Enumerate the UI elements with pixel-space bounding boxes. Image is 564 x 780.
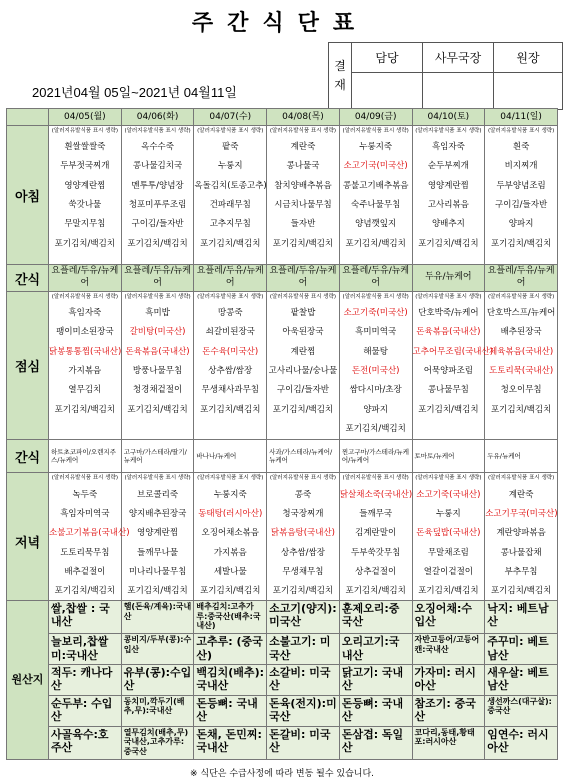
dinner-day-cell — [194, 473, 267, 610]
approval-sign-director — [494, 73, 563, 110]
menu-item: 영양계란찜 — [64, 180, 106, 191]
allergy-note: (알러지유발식품 표시 생략) — [197, 294, 264, 300]
day-header: 04/11(일) — [485, 109, 558, 126]
menu-item: 콩불고기배추볶음 — [342, 180, 409, 191]
menu-item: 단호박죽/뉴케어 — [418, 308, 479, 319]
menu-item: 흰쌀쌀쌀죽 — [64, 142, 106, 153]
origin-item: 돈육(전지):미국산 — [267, 695, 340, 726]
menu-item: 소고기무국(미국산) — [485, 508, 558, 519]
breakfast-label: 아침 — [7, 126, 49, 265]
breakfast-row — [7, 126, 558, 265]
menu-item: 고사리볶음 — [427, 200, 469, 211]
menu-item: 해물탕 — [363, 346, 388, 357]
menu-item: 열갈이겉절이 — [423, 566, 473, 577]
menu-item: 열무김치 — [68, 385, 102, 396]
origin-item: 생선까스(대구살):중국산 — [485, 695, 558, 726]
menu-item: 팥죽 — [222, 142, 239, 153]
origin-item: 코다리,동태,황태포:러시아산 — [412, 726, 485, 759]
snack2-item: 토마토/뉴케어 — [412, 440, 485, 473]
allergy-note: (알러지유발식품 표시 생략) — [51, 294, 118, 300]
menu-item: 어묵양파조림 — [423, 366, 473, 377]
snack2-label: 간식 — [7, 440, 49, 473]
menu-item: 포기김치/백김치 — [127, 404, 188, 415]
menu-item: 순두부찌개 — [427, 161, 469, 172]
origin-item: 새우살: 베트남산 — [485, 665, 558, 696]
menu-item: 콩나물국 — [286, 161, 320, 172]
origin-item: 돈채, 돈민찌:국내산 — [194, 726, 267, 759]
origin-table — [6, 600, 558, 760]
menu-item: 들깨무나물 — [137, 547, 179, 558]
menu-item: 고추어무조림(국내산) — [412, 346, 494, 357]
origin-row — [7, 634, 558, 665]
day-header: 04/08(목) — [267, 109, 340, 126]
menu-item: 구이김/들자반 — [131, 219, 184, 230]
menu-item: 흑미밥 — [145, 308, 170, 319]
day-header: 04/09(금) — [339, 109, 412, 126]
breakfast-day-cell — [121, 126, 194, 265]
snack1-item: 요플레/두유/뉴케어 — [49, 265, 122, 292]
menu-item: 계란양파볶음 — [496, 528, 546, 539]
snack2-row — [7, 440, 558, 473]
menu-item: 포기김치/백김치 — [345, 238, 406, 249]
dinner-day-cell — [49, 473, 130, 610]
menu-item: 포기김치/백김치 — [272, 404, 334, 415]
day-header: 04/05(월) — [49, 109, 122, 126]
dinner-day-cell — [267, 473, 340, 610]
menu-item: 돈수육(미국산) — [202, 346, 259, 357]
snack2-item: 두유/뉴케어 — [485, 440, 558, 473]
menu-item: 무생채사과무침 — [201, 385, 259, 396]
menu-item: 김계란말이 — [355, 528, 397, 539]
menu-item: 배추된장국 — [500, 327, 542, 338]
menu-item: 소고기죽(미국산) — [343, 308, 408, 319]
menu-item: 포기김치/백김치 — [54, 404, 116, 415]
origin-item: 소갈비: 미국산 — [267, 665, 340, 696]
lunch-day-cell — [267, 292, 340, 440]
menu-item: 포기김치/백김치 — [418, 404, 479, 415]
approval-sign-staff — [352, 73, 423, 110]
lunch-day-cell — [485, 292, 558, 440]
menu-item: 포기김치/백김치 — [490, 404, 552, 415]
menu-item: 돈육덮밥(국내산) — [416, 528, 481, 539]
menu-item: 포기김치/백김치 — [272, 238, 334, 249]
menu-item: 포기김치/백김치 — [200, 404, 261, 415]
menu-item: 포기김치/백김치 — [54, 238, 116, 249]
menu-item: 가지볶음 — [213, 547, 247, 558]
menu-item: 구이김/들자반 — [495, 200, 548, 211]
menu-item: 양파지 — [508, 219, 534, 230]
breakfast-day-cell — [485, 126, 558, 265]
menu-item: 계란찜 — [290, 346, 316, 357]
approval-label: 결재 — [329, 43, 352, 110]
menu-item: 청경채겉절이 — [132, 385, 183, 396]
allergy-note: (알러지유발식품 표시 생략) — [51, 128, 118, 134]
menu-item: 두부양념조림 — [496, 180, 546, 191]
menu-item: 닭볶음탕(국내산) — [270, 528, 336, 539]
allergy-note: (알러지유발식품 표시 생략) — [197, 128, 264, 134]
allergy-note: (알러지유발식품 표시 생략) — [124, 128, 191, 134]
breakfast-day-cell — [267, 126, 340, 265]
origin-item: 동치미,깍두기(배추,무):국내산 — [121, 695, 194, 726]
menu-item: 누룽지 — [217, 161, 243, 172]
menu-item: 영양계란찜 — [427, 180, 469, 191]
menu-item: 계란죽 — [508, 489, 534, 500]
origin-row — [7, 665, 558, 696]
menu-item: 멘투투/양념장 — [131, 180, 184, 191]
menu-item: 동태탕(러시아산) — [198, 508, 263, 519]
menu-item: 양념깻잎지 — [355, 219, 397, 230]
allergy-note: (알러지유발식품 표시 생략) — [415, 128, 482, 134]
menu-item: 시금치나물무침 — [274, 200, 332, 211]
menu-item: 상추쌈/쌈장 — [208, 366, 253, 377]
breakfast-day-cell — [412, 126, 485, 265]
day-header: 04/06(화) — [121, 109, 194, 126]
menu-item: 쑥갓나물 — [68, 200, 102, 211]
menu-item: 누룽지죽 — [359, 142, 393, 153]
menu-item: 포기김치/백김치 — [200, 586, 261, 597]
menu-item: 콩나물잡채 — [500, 547, 542, 558]
origin-row — [7, 695, 558, 726]
lunch-label: 점심 — [7, 292, 49, 440]
menu-item: 양배추지 — [431, 219, 465, 230]
menu-item: 포기김치/백김치 — [490, 586, 552, 597]
day-header: 04/10(토) — [412, 109, 485, 126]
header-corner — [7, 109, 49, 126]
origin-item: 사골육수:호주산 — [49, 726, 122, 759]
breakfast-day-cell — [49, 126, 122, 265]
origin-item: 햄(돈육/계육):국내산 — [121, 601, 194, 634]
menu-item: 제육볶음(국내산) — [489, 346, 554, 357]
allergy-note: (알러지유발식품 표시 생략) — [342, 475, 409, 482]
menu-item: 구이김/들자반 — [276, 385, 330, 396]
menu-item: 들자반 — [290, 219, 316, 230]
dinner-label: 저녁 — [7, 473, 49, 610]
dinner-day-cell — [339, 473, 412, 610]
menu-item: 누룽지 — [436, 508, 461, 519]
snack1-item: 요플레/두유/뉴케어 — [339, 265, 412, 292]
menu-item: 상추쌈/쌈장 — [281, 547, 325, 558]
menu-item: 무말지무침 — [64, 219, 106, 230]
menu-item: 방풍나물무침 — [132, 366, 183, 377]
footnote: ※ 식단은 수급사정에 따라 변동 될수 있습니다. — [189, 769, 375, 779]
approval-role-manager: 사무국장 — [423, 43, 494, 73]
menu-item: 미나리나물무침 — [128, 566, 187, 577]
menu-item: 흑임자미역국 — [60, 508, 110, 519]
origin-item: 닭고기: 국내산 — [339, 665, 412, 696]
lunch-day-cell — [49, 292, 122, 440]
allergy-note: (알러지유발식품 표시 생략) — [342, 294, 409, 300]
lunch-day-cell — [194, 292, 267, 440]
menu-item: 소고기죽(국내산) — [416, 489, 481, 500]
menu-item: 상추겉절이 — [355, 566, 397, 577]
lunch-row — [7, 292, 558, 440]
menu-item: 포기김치/백김치 — [490, 238, 552, 249]
menu-item: 포기김치/백김치 — [127, 238, 188, 249]
origin-item: 훈제오리:중국산 — [339, 601, 412, 634]
lunch-day-cell — [121, 292, 194, 440]
allergy-note: (알러지유발식품 표시 생략) — [124, 294, 191, 300]
menu-item: 돈전(미국산) — [351, 366, 400, 377]
menu-item: 양지배추된장국 — [128, 508, 187, 519]
allergy-note: (알러지유발식품 표시 생략) — [269, 475, 337, 482]
menu-item: 고추지무침 — [209, 219, 251, 230]
allergy-note: (알러지유발식품 표시 생략) — [415, 294, 482, 300]
menu-item: 계란죽 — [290, 142, 316, 153]
menu-item: 참치양배추볶음 — [274, 180, 332, 191]
origin-item: 백김치(배추):국내산 — [194, 665, 267, 696]
origin-item: 적두: 캐나다산 — [49, 665, 122, 696]
snack1-item: 두유/뉴케어 — [412, 265, 485, 292]
menu-item: 콩죽 — [294, 489, 312, 500]
menu-item: 가지볶음 — [68, 366, 102, 377]
menu-item: 돈육볶음(국내산) — [416, 327, 481, 338]
breakfast-day-cell — [194, 126, 267, 265]
menu-item: 포기김치/백김치 — [200, 238, 261, 249]
page-title: 주간식단표 — [191, 11, 369, 36]
dinner-row — [7, 473, 558, 610]
lunch-day-cell — [412, 292, 494, 440]
snack1-item: 요플레/두유/뉴케어 — [267, 265, 340, 292]
dinner-day-cell — [485, 473, 558, 610]
snack2-item: 사과/가스테라/뉴케어/뉴케어 — [267, 440, 340, 473]
menu-item: 팽이미소된장국 — [56, 327, 114, 338]
menu-item: 세발나물 — [213, 566, 247, 577]
snack2-item: 고구마/가스테라/딸기/뉴케어 — [121, 440, 194, 473]
menu-item: 갈비탕(미국산) — [129, 327, 186, 338]
snack1-item: 요플레/두유/뉴케어 — [485, 265, 558, 292]
allergy-note: (알러지유발식품 표시 생략) — [487, 294, 555, 300]
allergy-note: (알러지유발식품 표시 생략) — [51, 475, 118, 482]
menu-item: 흑미미역국 — [355, 327, 397, 338]
origin-item: 오징어채:수입산 — [412, 601, 485, 634]
snack2-item: 하트초코파이/오렌지주스/뉴케어 — [49, 440, 122, 473]
menu-item: 무말채조림 — [427, 547, 469, 558]
allergy-note: (알러지유발식품 표시 생략) — [197, 475, 264, 482]
menu-item: 아욱된장국 — [282, 327, 324, 338]
menu-item: 건파래무침 — [209, 200, 251, 211]
origin-item: 돈등뼈: 국내산 — [339, 695, 412, 726]
origin-item: 돈갈비: 미국산 — [267, 726, 340, 759]
menu-item: 포기김치/백김치 — [127, 586, 188, 597]
origin-row — [7, 726, 558, 759]
allergy-note: (알러지유발식품 표시 생략) — [269, 294, 337, 300]
menu-item: 배추겉절이 — [64, 566, 106, 577]
lunch-day-cell — [339, 292, 412, 440]
menu-period: 2021년04월 05일~2021년 04월11일 — [32, 85, 237, 100]
approval-role-staff: 담당 — [352, 43, 423, 73]
menu-item: 포기김치/백김치 — [418, 238, 479, 249]
menu-item: 닭살채소죽(국내산) — [339, 489, 413, 500]
menu-item: 소고기국(미국산) — [343, 161, 408, 172]
snack1-item: 요플레/두유/뉴케어 — [194, 265, 267, 292]
dinner-day-cell — [121, 473, 194, 610]
menu-item: 들깨무국 — [359, 508, 393, 519]
snack2-item: 바나나/뉴케어 — [194, 440, 267, 473]
approval-role-director: 원장 — [494, 43, 563, 73]
origin-item: 열무김치(배추,무)국내산,고추가루:중국산 — [121, 726, 194, 759]
menu-item: 옥돌김치(토종고추) — [194, 180, 267, 191]
menu-item: 흰죽 — [512, 142, 530, 153]
origin-item: 낙지: 베트남산 — [485, 601, 558, 634]
menu-item: 부추무침 — [504, 566, 538, 577]
menu-item: 청포미푸루조림 — [128, 200, 187, 211]
menu-item: 두부젓국찌개 — [60, 161, 110, 172]
origin-row — [7, 601, 558, 634]
breakfast-day-cell — [339, 126, 412, 265]
origin-item: 참조기: 중국산 — [412, 695, 485, 726]
allergy-note: (알러지유발식품 표시 생략) — [342, 128, 409, 134]
allergy-note: (알러지유발식품 표시 생략) — [487, 128, 555, 134]
menu-item: 포기김치/백김치 — [345, 424, 406, 435]
menu-item: 오징어채소볶음 — [201, 528, 259, 539]
menu-item: 콩나물무침 — [427, 385, 469, 396]
menu-item: 옥수수죽 — [141, 142, 174, 153]
menu-item: 포기김치/백김치 — [345, 586, 406, 597]
menu-item: 소불고기볶음(국내산) — [49, 528, 130, 539]
allergy-note: (알러지유발식품 표시 생략) — [487, 475, 555, 482]
menu-item: 돈육볶음(국내산) — [125, 346, 190, 357]
day-header: 04/07(수) — [194, 109, 267, 126]
origin-item: 배추김치:고추가루:중국산(배추:국내산) — [194, 601, 267, 634]
snack2-item: 찐고구마/가스테라/뉴케어/뉴케어 — [339, 440, 412, 473]
origin-item: 임연수: 러시아산 — [485, 726, 558, 759]
dinner-day-cell — [412, 473, 485, 610]
origin-item: 돈등뼈: 국내산 — [194, 695, 267, 726]
origin-item: 순두부: 수입산 — [49, 695, 122, 726]
allergy-note: (알러지유발식품 표시 생략) — [269, 128, 337, 134]
menu-item: 흑임자죽 — [431, 142, 465, 153]
menu-item: 영양계란찜 — [137, 528, 179, 539]
menu-item: 포기김치/백김치 — [418, 586, 479, 597]
origin-item: 소불고기: 미국산 — [267, 634, 340, 665]
origin-item: 가자미: 러시아산 — [412, 665, 485, 696]
weekly-menu-table — [6, 108, 558, 610]
origin-item: 소고기(양지):미국산 — [267, 601, 340, 634]
menu-item: 두부쑥갓무침 — [351, 547, 401, 558]
allergy-note: (알러지유발식품 표시 생략) — [124, 475, 191, 482]
menu-item: 쌈다시마/초장 — [349, 385, 402, 396]
origin-item: 주꾸미: 베트남산 — [485, 634, 558, 665]
origin-item: 유부(콩):수입산 — [121, 665, 194, 696]
menu-item: 흑임자죽 — [68, 308, 102, 319]
menu-item: 쇠갈비된장국 — [205, 327, 255, 338]
origin-item: 쌀,찹쌀 : 국내산 — [49, 601, 122, 634]
menu-item: 양파지 — [363, 404, 388, 415]
menu-item: 무생채무침 — [282, 566, 324, 577]
menu-item: 청국장찌개 — [282, 508, 324, 519]
menu-item: 포기김치/백김치 — [54, 586, 116, 597]
menu-item: 단호박스프/뉴케어 — [486, 308, 556, 319]
day-header-row — [7, 109, 558, 126]
menu-item: 녹두죽 — [72, 489, 98, 500]
origin-item: 고추루: (중국산) — [194, 634, 267, 665]
origin-item: 오리고기:국내산 — [339, 634, 412, 665]
menu-item: 숙주나물무침 — [351, 200, 401, 211]
origin-item: 자반고등어/고등어캔:국내산 — [412, 634, 485, 665]
menu-item: 포기김치/백김치 — [272, 586, 334, 597]
menu-item: 브로콜리죽 — [137, 489, 179, 500]
origin-item: 돈삼겹: 독일산 — [339, 726, 412, 759]
origin-item: 늘보리,찹쌀미:국내산 — [49, 634, 122, 665]
menu-item: 닭봉통통찜(국내산) — [49, 346, 122, 357]
approval-sign-manager — [423, 73, 494, 110]
approval-box — [328, 42, 563, 110]
menu-item: 도토리묵(국내산) — [489, 366, 554, 377]
menu-item: 팥찰밥 — [290, 308, 316, 319]
origin-label: 원산지 — [7, 601, 49, 760]
snack1-label: 간식 — [7, 265, 49, 292]
menu-item: 비지찌개 — [504, 161, 538, 172]
snack1-row — [7, 265, 558, 292]
origin-item: 콩비지/두부(콩):수입산 — [121, 634, 194, 665]
menu-item: 콩나물김치국 — [132, 161, 183, 172]
menu-item: 청오이무침 — [500, 385, 542, 396]
menu-item: 땅콩죽 — [217, 308, 243, 319]
allergy-note: (알러지유발식품 표시 생략) — [415, 475, 482, 482]
menu-item: 도토리묵무침 — [60, 547, 110, 558]
snack1-item: 요플레/두유/뉴케어 — [121, 265, 194, 292]
menu-item: 고사리나물/숭나물 — [268, 366, 338, 377]
menu-item: 누룽지죽 — [213, 489, 247, 500]
